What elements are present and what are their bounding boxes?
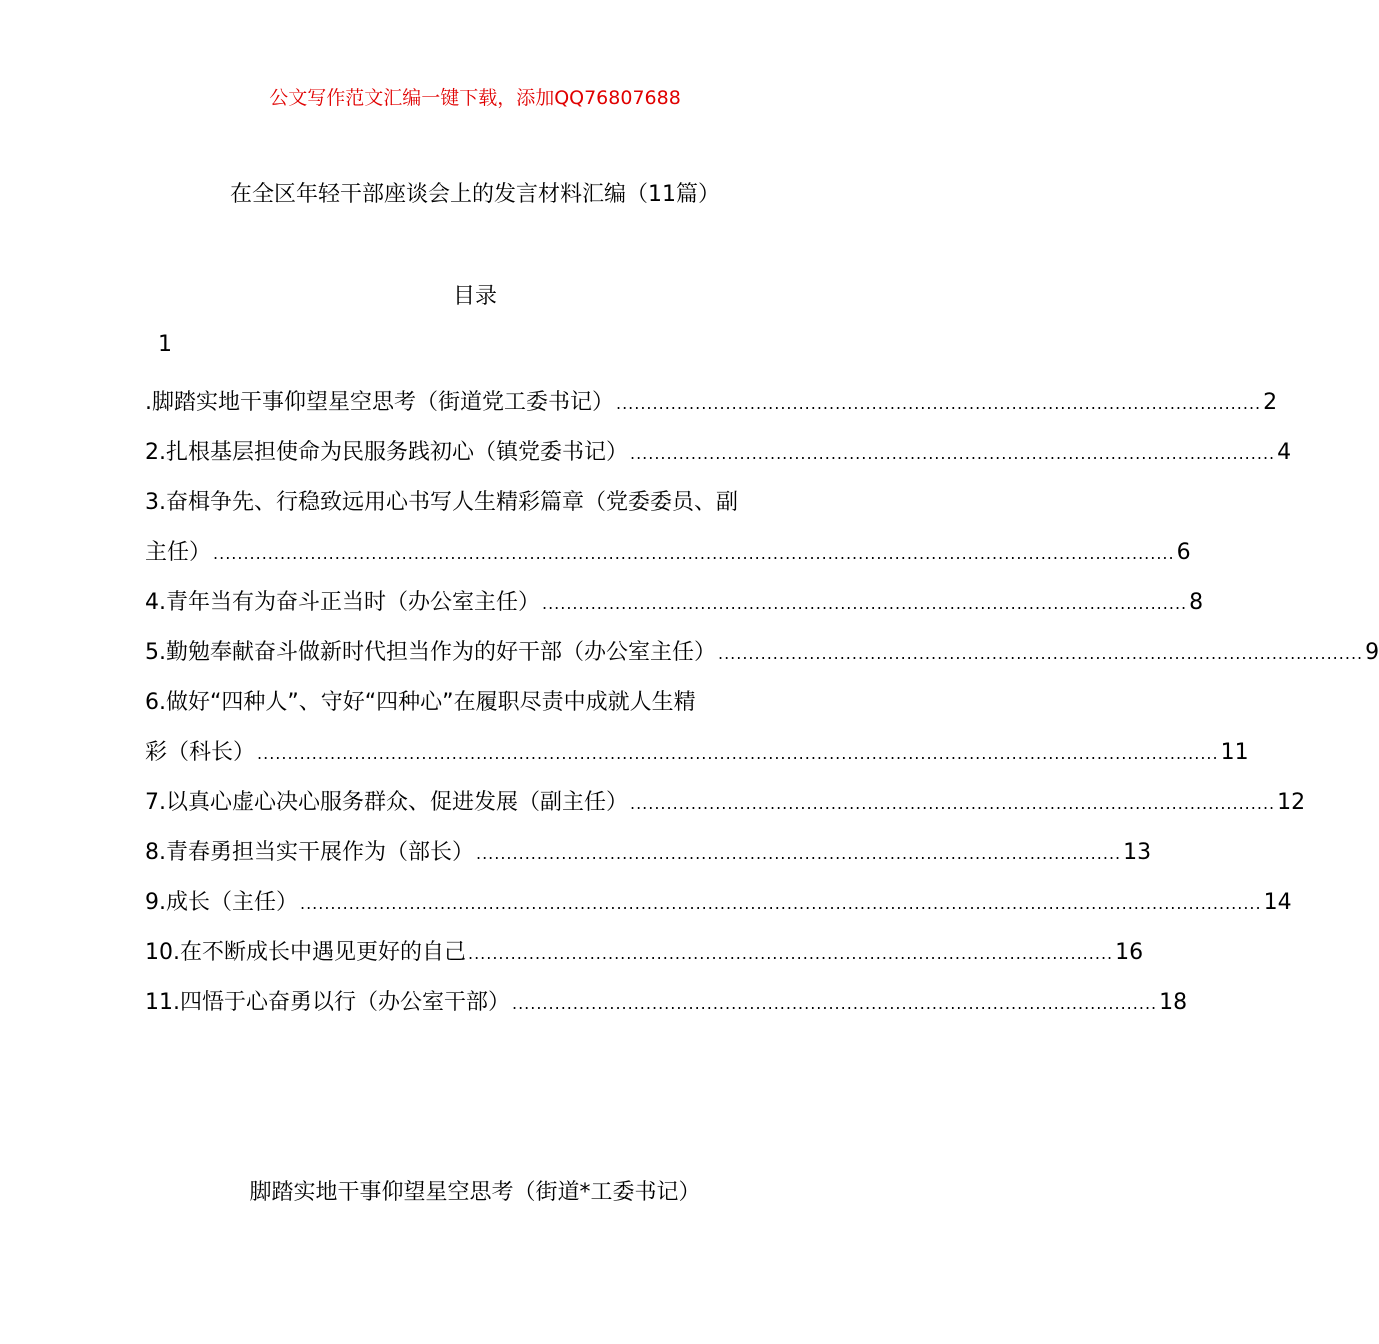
toc-entry-8[interactable] xyxy=(145,828,1152,878)
toc-page-number: 4 xyxy=(1277,440,1292,465)
download-banner: 公文写作范文汇编一键下载，添加QQ76807688 xyxy=(269,87,681,109)
dot-leader: .......................................................................................................... xyxy=(718,644,1364,663)
toc-page-number: 13 xyxy=(1123,840,1152,865)
toc-entry-2[interactable] xyxy=(145,428,1292,478)
toc-entry-9[interactable] xyxy=(145,878,1292,928)
toc-page-number: 16 xyxy=(1115,940,1144,965)
toc-entry-3[interactable] xyxy=(145,478,1191,578)
toc-entry-5[interactable] xyxy=(145,628,1379,678)
next-section-title: 脚踏实地干事仰望星空思考（街道*工委书记） xyxy=(249,1180,701,1205)
toc-entry-4[interactable] xyxy=(145,578,1204,628)
toc-entry-1[interactable] xyxy=(145,378,1278,428)
toc-entry-text: 9.成长（主任） xyxy=(145,890,298,915)
dot-leader: .......................................................................................................... xyxy=(630,444,1276,463)
dot-leader: .......................................................................................................... xyxy=(476,844,1122,863)
dot-leader: .......................................................................................................... xyxy=(630,794,1276,813)
dot-leader: .......................................................................................................... xyxy=(542,594,1188,613)
toc-entry-text: 11.四悟于心奋勇以行（办公室干部） xyxy=(145,990,510,1015)
toc-entry-text: 3.奋楫争先、行稳致远用心书写人生精彩篇章（党委委员、副 xyxy=(145,490,738,515)
toc-page-number: 18 xyxy=(1159,990,1188,1015)
toc-entry-text: 6.做好“四种人”、守好“四种心”在履职尽责中成就人生精 xyxy=(145,690,696,715)
toc-entry-text: 2.扎根基层担使命为民服务践初心（镇党委书记） xyxy=(145,440,628,465)
toc-page-number: 8 xyxy=(1189,590,1204,615)
toc-entry-text: 4.青年当有为奋斗正当时（办公室主任） xyxy=(145,590,540,615)
toc-entry-text-continued: 彩（科长） xyxy=(145,740,256,765)
dot-leader: .............................................................................................................................................................. xyxy=(257,744,1219,763)
toc-entry-text: 8.青春勇担当实干展作为（部长） xyxy=(145,840,474,865)
toc-entry-text: 5.勤勉奉献奋斗做新时代担当作为的好干部（办公室主任） xyxy=(145,640,716,665)
toc-page-number: 9 xyxy=(1365,640,1379,665)
toc-page-number: 14 xyxy=(1263,890,1292,915)
dot-leader: .......................................................................................................... xyxy=(616,394,1262,413)
toc-entry-text: 7.以真心虚心决心服务群众、促进发展（副主任） xyxy=(145,790,628,815)
toc-entry-text: 10.在不断成长中遇见更好的自己 xyxy=(145,940,466,965)
toc-entry-10[interactable] xyxy=(145,928,1144,978)
document-title: 在全区年轻干部座谈会上的发言材料汇编（11篇） xyxy=(230,182,720,207)
toc-page-number: 2 xyxy=(1263,390,1278,415)
dot-leader: .......................................................................................................... xyxy=(468,944,1114,963)
toc-page-number: 11 xyxy=(1220,740,1249,765)
toc-entry-6[interactable] xyxy=(145,678,1249,778)
section-number: 1 xyxy=(158,332,172,357)
toc-page-number: 6 xyxy=(1176,540,1191,565)
table-of-contents xyxy=(145,378,1379,1028)
dot-leader: .............................................................................................................................................................. xyxy=(300,894,1262,913)
toc-entry-text: .脚踏实地干事仰望星空思考（街道党工委书记） xyxy=(145,390,614,415)
dot-leader: .......................................................................................................... xyxy=(512,994,1158,1013)
toc-page-number: 12 xyxy=(1277,790,1306,815)
toc-entry-text-continued: 主任） xyxy=(145,540,212,565)
dot-leader: .............................................................................................................................................................. xyxy=(213,544,1175,563)
toc-entry-7[interactable] xyxy=(145,778,1306,828)
toc-heading: 目录 xyxy=(452,284,497,309)
toc-entry-11[interactable] xyxy=(145,978,1188,1028)
